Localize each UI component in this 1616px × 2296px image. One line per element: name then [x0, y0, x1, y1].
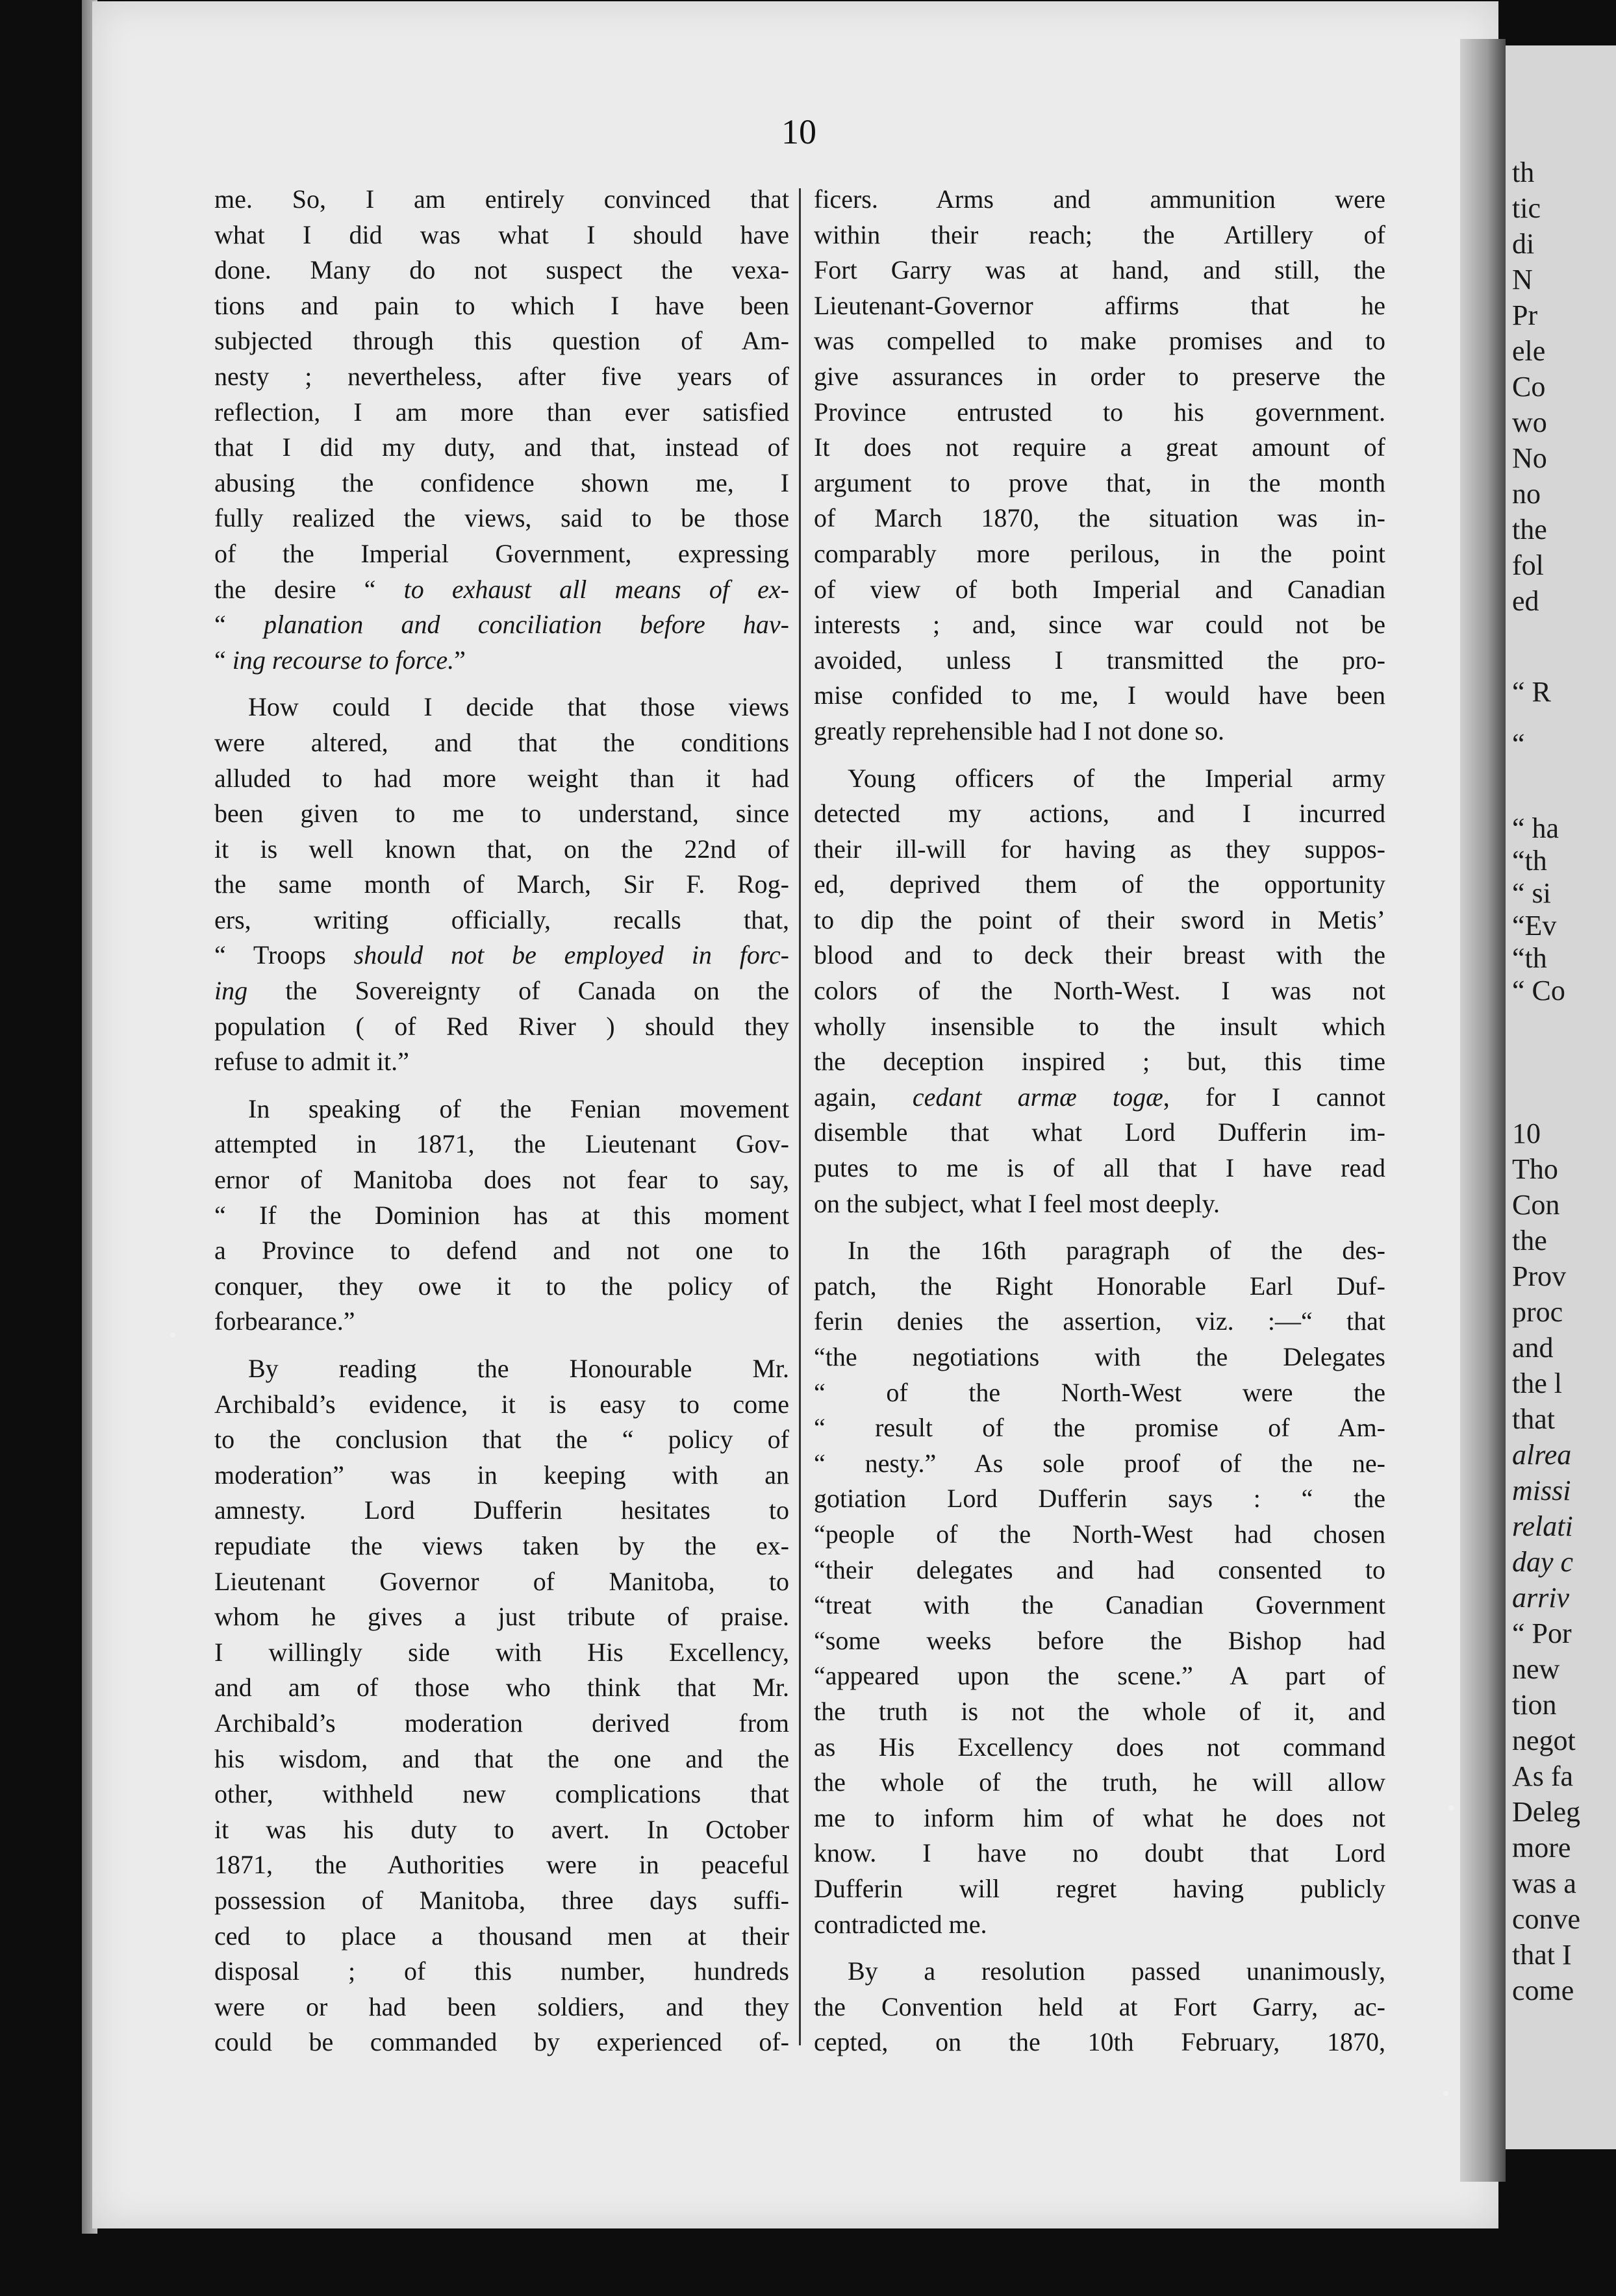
text-line: it was his duty to avert. In October	[214, 1814, 789, 1844]
text-line: the deception inspired ; but, this time	[814, 1047, 1385, 1077]
next-page-text-fragment: “Ev	[1512, 910, 1557, 942]
text-line: ficers. Arms and ammunition were	[814, 184, 1385, 214]
text-line: a Province to defend and not one to	[214, 1236, 789, 1266]
text-line: ing the Sovereignty of Canada on the	[214, 976, 789, 1006]
text-line: moderation” was in keeping with an	[214, 1460, 789, 1490]
text-line: “treat with the Canadian Government	[814, 1590, 1385, 1620]
text-line: Lieutenant-Governor affirms that he	[814, 290, 1385, 320]
next-page-text-fragment: “ ha	[1512, 812, 1559, 844]
text-line: I willingly side with His Excellency,	[214, 1637, 789, 1667]
next-page-text-fragment: Prov	[1512, 1260, 1567, 1292]
text-line: Dufferin will regret having publicly	[814, 1873, 1385, 1903]
italic-phrase: ing recourse to force.	[232, 645, 455, 675]
paragraph-gap	[814, 749, 1385, 761]
text-line: interests ; and, since war could not be	[814, 610, 1385, 640]
next-page-text-fragment: more	[1512, 1832, 1571, 1864]
text-line: what I did was what I should have	[214, 219, 789, 249]
text-line: whom he gives a just tribute of praise.	[214, 1602, 789, 1632]
dust-speck	[170, 1332, 175, 1338]
text-line: “ planation and conciliation before hav-	[214, 610, 789, 640]
text-line: give assurances in order to preserve the	[814, 361, 1385, 391]
page-edge	[1460, 39, 1506, 2182]
next-page-text-fragment: alrea	[1512, 1439, 1572, 1471]
text-line: as His Excellency does not command	[814, 1732, 1385, 1762]
text-line: refuse to admit it.”	[214, 1047, 409, 1077]
text-line: How could I decide that those views	[248, 692, 789, 722]
text-line: 1871, the Authorities were in peaceful	[214, 1850, 789, 1880]
next-page-text-fragment: proc	[1512, 1296, 1563, 1328]
text-line: detected my actions, and I incurred	[814, 799, 1385, 829]
text-line: me to inform him of what he does not	[814, 1803, 1385, 1832]
text-line: ferin denies the assertion, viz. :—“ that	[814, 1306, 1385, 1336]
text-line: ers, writing officially, recalls that,	[214, 905, 789, 934]
text-line: “ result of the promise of Am-	[814, 1413, 1385, 1443]
text-line: “ If the Dominion has at this moment	[214, 1200, 789, 1230]
paragraph-gap	[214, 1340, 789, 1351]
text-line: on the subject, what I feel most deeply.	[814, 1188, 1220, 1218]
next-page-text-fragment: missi	[1512, 1475, 1571, 1506]
text-line: ced to place a thousand men at their	[214, 1921, 789, 1951]
text-line: “ ing recourse to force.”	[214, 645, 466, 675]
text-line: ed, deprived them of the opportunity	[814, 869, 1385, 899]
text-line: was compelled to make promises and to	[814, 326, 1385, 356]
text-line: again, cedant armæ togæ, for I cannot	[814, 1082, 1385, 1112]
next-page-text-fragment: “ Co	[1512, 975, 1565, 1006]
text-line: “appeared upon the scene.” A part of	[814, 1661, 1385, 1691]
text-line: gotiation Lord Dufferin says : “ the	[814, 1484, 1385, 1514]
text-line: “ nesty.” As sole proof of the ne-	[814, 1448, 1385, 1478]
text-line: reflection, I am more than ever satisfied	[214, 397, 789, 427]
text-line: It does not require a great amount of	[814, 432, 1385, 462]
text-line: In the 16th paragraph of the des-	[848, 1236, 1385, 1266]
next-page-text-fragment: As fa	[1512, 1760, 1574, 1792]
paragraph-gap	[814, 1221, 1385, 1233]
text-line: of view of both Imperial and Canadian	[814, 574, 1385, 604]
italic-phrase: planation and conciliation before hav-	[263, 610, 789, 640]
text-line: avoided, unless I transmitted the pro-	[814, 645, 1385, 675]
text-line: were altered, and that the conditions	[214, 727, 789, 757]
text-line: By a resolution passed unanimously,	[848, 1956, 1385, 1986]
text-line: In speaking of the Fenian movement	[248, 1093, 789, 1123]
next-page-text-fragment: Co	[1512, 371, 1546, 403]
text-line: argument to prove that, in the month	[814, 468, 1385, 497]
text-line: within their reach; the Artillery of	[814, 219, 1385, 249]
italic-phrase: cedant armæ togæ	[912, 1082, 1163, 1112]
text-line: possession of Manitoba, three days suffi-	[214, 1885, 789, 1915]
dust-speck	[1448, 1805, 1454, 1811]
text-line: “people of the North-West had chosen	[814, 1519, 1385, 1549]
next-page-fragment	[1506, 45, 1616, 2149]
next-page-text-fragment: come	[1512, 1975, 1574, 2006]
text-line: putes to me is of all that I have read	[814, 1153, 1385, 1183]
next-page-text-fragment: relati	[1512, 1510, 1573, 1542]
text-line: their ill-will for having as they suppos-	[814, 834, 1385, 864]
next-page-text-fragment: N	[1512, 264, 1533, 295]
text-line: abusing the confidence shown me, I	[214, 468, 789, 497]
text-line: me. So, I am entirely convinced that	[214, 184, 789, 214]
column-rule	[799, 188, 801, 2045]
text-line: amnesty. Lord Dufferin hesitates to	[214, 1495, 789, 1525]
next-page-text-fragment: wo	[1512, 406, 1547, 438]
next-page-text-fragment: was a	[1512, 1867, 1576, 1899]
text-line: it is well known that, on the 22nd of	[214, 834, 789, 864]
text-line: “some weeks before the Bishop had	[814, 1625, 1385, 1655]
text-line: By reading the Honourable Mr.	[248, 1354, 789, 1383]
text-line: Lieutenant Governor of Manitoba, to	[214, 1566, 789, 1596]
text-line: of the Imperial Government, expressing	[214, 538, 789, 568]
next-page-text-fragment: “	[1512, 728, 1525, 760]
text-line: done. Many do not suspect the vexa-	[214, 255, 789, 285]
text-line: to dip the point of their sword in Metis’	[814, 905, 1385, 934]
text-line: attempted in 1871, the Lieutenant Gov-	[214, 1129, 789, 1159]
next-page-text-fragment: arriv	[1512, 1582, 1569, 1614]
text-line: patch, the Right Honorable Earl Duf-	[814, 1271, 1385, 1301]
next-page-text-fragment: day c	[1512, 1546, 1574, 1578]
next-page-text-fragment: Deleg	[1512, 1796, 1581, 1828]
next-page-text-fragment: ele	[1512, 335, 1546, 367]
next-page-text-fragment: no	[1512, 478, 1541, 510]
italic-phrase: should not be employed in forc-	[353, 940, 789, 970]
text-line: tions and pain to which I have been	[214, 290, 789, 320]
text-line: the whole of the truth, he will allow	[814, 1767, 1385, 1797]
text-line: ernor of Manitoba does not fear to say,	[214, 1165, 789, 1195]
text-line: his wisdom, and that the one and the	[214, 1743, 789, 1773]
text-line: that I did my duty, and that, instead of	[214, 432, 789, 462]
next-page-text-fragment: that I	[1512, 1939, 1572, 1971]
left-column	[214, 182, 789, 2060]
text-line: repudiate the views taken by the ex-	[214, 1530, 789, 1560]
next-page-text-fragment: that	[1512, 1403, 1555, 1435]
text-line: to the conclusion that the “ policy of	[214, 1425, 789, 1454]
text-line: and am of those who think that Mr.	[214, 1673, 789, 1703]
paragraph-gap	[214, 1080, 789, 1092]
text-line: blood and to deck their breast with the	[814, 940, 1385, 970]
next-page-text-fragment: No	[1512, 442, 1547, 474]
right-column	[814, 182, 1385, 2060]
next-page-text-fragment: Con	[1512, 1189, 1560, 1221]
next-page-text-fragment: fol	[1512, 549, 1544, 581]
text-line: other, withheld new complications that	[214, 1779, 789, 1809]
text-line: “ of the North-West were the	[814, 1377, 1385, 1407]
text-line: greatly reprehensible had I not done so.	[814, 716, 1225, 745]
next-page-text-fragment: the l	[1512, 1367, 1562, 1399]
text-line: Archibald’s evidence, it is easy to come	[214, 1389, 789, 1419]
text-line: alluded to had more weight than it had	[214, 763, 789, 793]
next-page-text-fragment: negot	[1512, 1725, 1576, 1756]
text-line: nesty ; nevertheless, after five years of	[214, 361, 789, 391]
next-page-text-fragment: ed	[1512, 585, 1539, 617]
next-page-text-fragment: the	[1512, 1225, 1547, 1256]
next-page-text-fragment: “th	[1512, 942, 1547, 974]
text-line: of March 1870, the situation was in-	[814, 503, 1385, 533]
text-line: colors of the North-West. I was not	[814, 976, 1385, 1006]
text-line: cepted, on the 10th February, 1870,	[814, 2027, 1385, 2057]
paragraph-gap	[814, 1942, 1385, 1954]
text-line: disposal ; of this number, hundreds	[214, 1956, 789, 1986]
text-line: forbearance.”	[214, 1306, 355, 1336]
text-line: the truth is not the whole of it, and	[814, 1696, 1385, 1726]
dust-speck	[1443, 2091, 1448, 2096]
text-line: Fort Garry was at hand, and still, the	[814, 255, 1385, 285]
text-line: know. I have no doubt that Lord	[814, 1838, 1385, 1868]
text-line: Archibald’s moderation derived from	[214, 1708, 789, 1738]
next-page-text-fragment: di	[1512, 228, 1535, 260]
next-page-text-fragment: Pr	[1512, 299, 1538, 331]
italic-phrase: ing	[214, 976, 248, 1006]
next-page-text-fragment: 10	[1512, 1117, 1541, 1149]
next-page-text-fragment: “th	[1512, 845, 1547, 877]
page-number: 10	[781, 112, 816, 151]
text-line: the Convention held at Fort Garry, ac-	[814, 1991, 1385, 2021]
text-line: Young officers of the Imperial army	[848, 763, 1385, 793]
text-line: disemble that what Lord Dufferin im-	[814, 1117, 1385, 1147]
text-line: subjected through this question of Am-	[214, 326, 789, 356]
text-line: contradicted me.	[814, 1909, 987, 1939]
next-page-text-fragment: “ R	[1512, 676, 1551, 708]
next-page-text-fragment: and	[1512, 1332, 1554, 1364]
text-line: been given to me to understand, since	[214, 799, 789, 829]
paragraph-gap	[214, 678, 789, 690]
text-line: wholly insensible to the insult which	[814, 1011, 1385, 1041]
next-page-text-fragment: tion	[1512, 1689, 1557, 1721]
text-line: population ( of Red River ) should they	[214, 1011, 789, 1041]
next-page-text-fragment: Tho	[1512, 1153, 1558, 1185]
text-line: conquer, they owe it to the policy of	[214, 1271, 789, 1301]
next-page-text-fragment: th	[1512, 156, 1535, 188]
next-page-text-fragment: the	[1512, 514, 1547, 545]
text-line: the desire “ to exhaust all means of ex-	[214, 574, 789, 604]
next-page-text-fragment: tic	[1512, 192, 1541, 224]
text-line: “their delegates and had consented to	[814, 1554, 1385, 1584]
text-line: “ Troops should not be employed in forc-	[214, 940, 789, 970]
text-line: fully realized the views, said to be those	[214, 503, 789, 533]
next-page-text-fragment: conve	[1512, 1903, 1581, 1935]
text-line: “the negotiations with the Delegates	[814, 1342, 1385, 1371]
next-page-text-fragment: new	[1512, 1653, 1560, 1685]
text-line: could be commanded by experienced of-	[214, 2027, 789, 2057]
text-line: Province entrusted to his government.	[814, 397, 1385, 427]
next-page-text-fragment: “ si	[1512, 877, 1551, 909]
text-line: comparably more perilous, in the point	[814, 538, 1385, 568]
text-line: mise confided to me, I would have been	[814, 680, 1385, 710]
text-line: the same month of March, Sir F. Rog-	[214, 869, 789, 899]
text-line: were or had been soldiers, and they	[214, 1991, 789, 2021]
italic-phrase: to exhaust all means of ex-	[403, 574, 789, 604]
next-page-text-fragment: “ Por	[1512, 1617, 1572, 1649]
